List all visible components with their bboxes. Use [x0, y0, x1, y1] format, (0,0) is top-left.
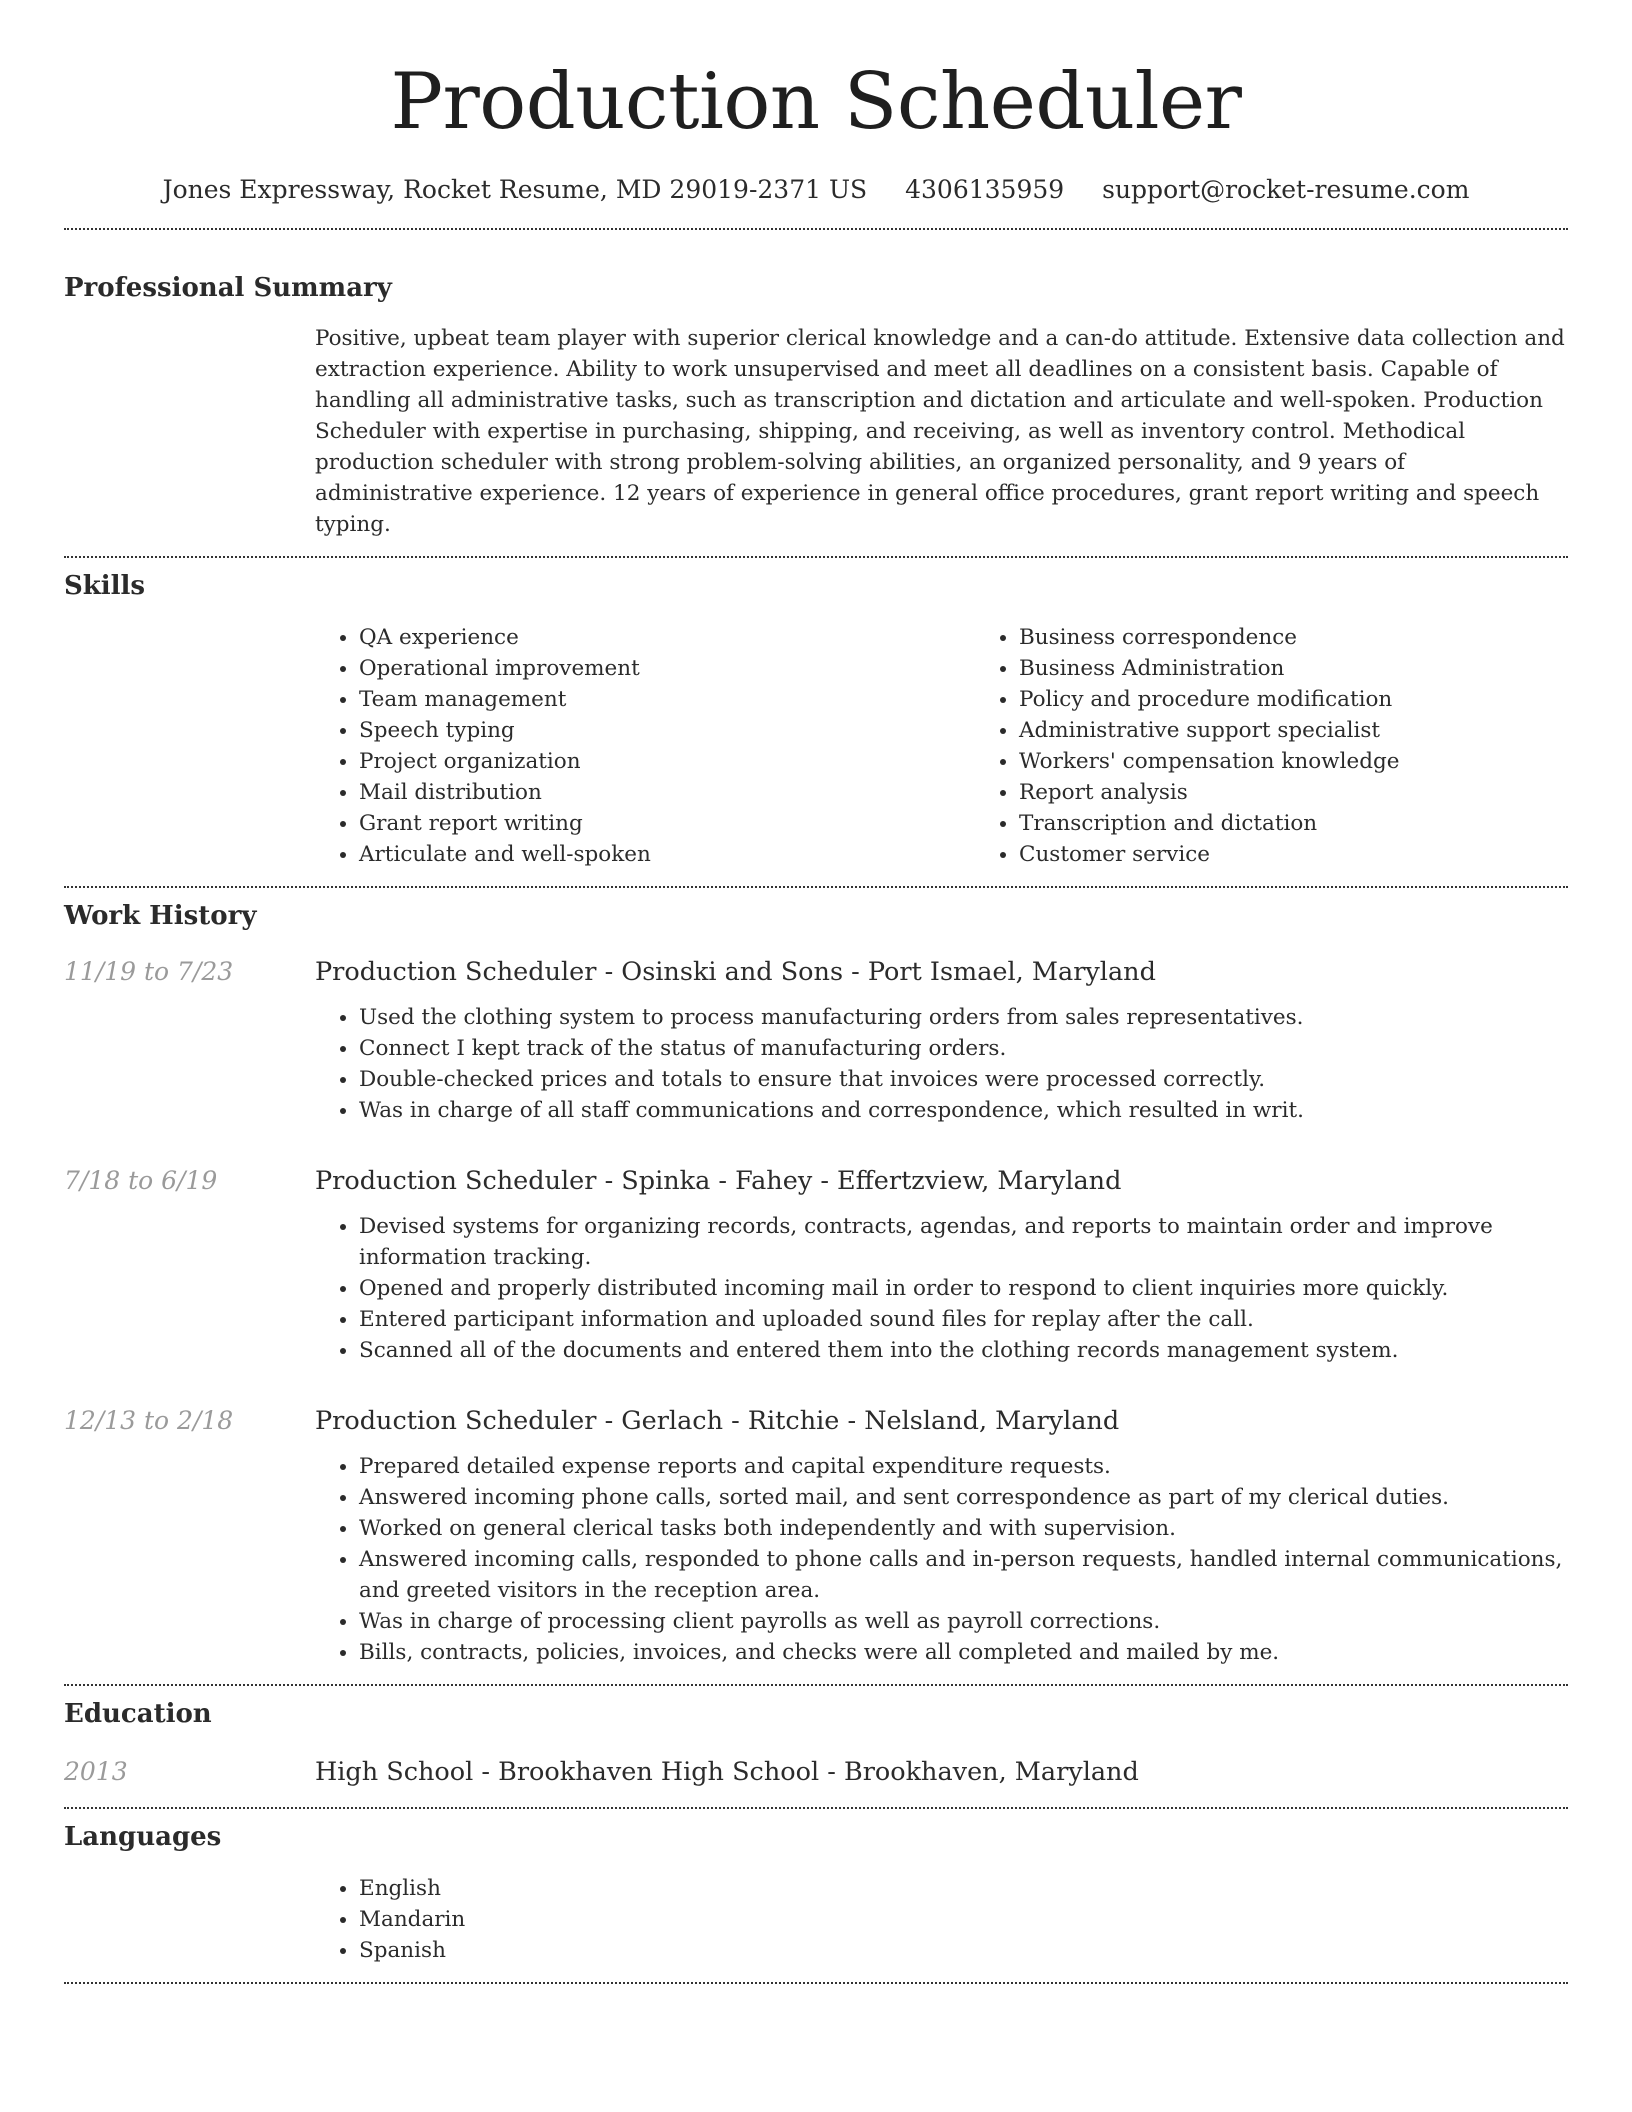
job-bullet: • Scanned all of the documents and entered them into the clothing records management system. [359, 1335, 1568, 1366]
summary-left-spacer [64, 323, 315, 540]
skill-item: • Workers' compensation knowledge [1019, 746, 1632, 777]
skill-item: • Mail distribution [359, 777, 975, 808]
skills-row [64, 622, 1568, 870]
summary-text: Positive, upbeat team player with superior clerical knowledge and a can-do attitude. Extensive data collection and extraction experience. Ability to work unsupervised and meet all deadlines on a consistent basis. Capable of handling all administrative tasks, such as transcription and dictation and articulate and well-spoken. Production Scheduler with expertise in purchasing, shipping, and receiving, as well as inventory control. Methodical production scheduler with strong problem-solving abilities, an organized personality, and 9 years of administrative experience. 12 years of experience in general office procedures, grant report writing and speech typing. [315, 326, 1565, 537]
divider [64, 1982, 1568, 1984]
skills-section [64, 568, 1568, 870]
skill-item: • Policy and procedure modification [1019, 684, 1632, 715]
job-bullets [315, 1002, 1568, 1126]
language-item: • Mandarin [359, 1904, 1568, 1935]
education-title: High School - Brookhaven High School - Brookhaven, Maryland [315, 1757, 1139, 1787]
skill-item: • Report analysis [1019, 777, 1632, 808]
skills-grid [315, 622, 1632, 870]
skill-item: • Team management [359, 684, 975, 715]
skills-left-spacer [64, 622, 315, 870]
section-title-work: Work History [64, 901, 257, 931]
contact-line [64, 170, 1568, 210]
job-bullets [315, 1211, 1568, 1366]
job-title: Production Scheduler - Gerlach - Ritchie - Nelsland, Maryland [315, 1406, 1120, 1436]
job-bullet: • Devised systems for organizing records, contracts, agendas, and reports to maintain order and improve information tracking. [359, 1211, 1568, 1273]
job-bullet: • Double-checked prices and totals to ensure that invoices were processed correctly. [359, 1064, 1568, 1095]
job-bullet: • Worked on general clerical tasks both independently and with supervision. [359, 1513, 1568, 1544]
divider [64, 1684, 1568, 1686]
job-bullet: • Prepared detailed expense reports and capital expenditure requests. [359, 1451, 1568, 1482]
languages-list [315, 1873, 1568, 1966]
job-dates: 11/19 to 7/23 [64, 957, 234, 986]
job-bullet: • Answered incoming phone calls, sorted mail, and sent correspondence as part of my clerical duties. [359, 1482, 1568, 1513]
job-bullet: • Connect I kept track of the status of manufacturing orders. [359, 1033, 1568, 1064]
divider [64, 886, 1568, 888]
section-title-languages: Languages [64, 1822, 222, 1852]
section-title-summary: Professional Summary [64, 273, 392, 303]
skill-item: • Business Administration [1019, 653, 1632, 684]
summary-row [64, 323, 1568, 540]
skill-item: • Administrative support specialist [1019, 715, 1632, 746]
job-bullet: • Bills, contracts, policies, invoices, and checks were all completed and mailed by me. [359, 1637, 1568, 1668]
job-entry [64, 1403, 1568, 1668]
education-section [64, 1696, 1568, 1790]
job-bullet: • Answered incoming calls, responded to phone calls and in-person requests, handled internal communications, and greeted visitors in the reception area. [359, 1544, 1568, 1606]
section-title-education: Education [64, 1699, 212, 1729]
skill-item: • Project organization [359, 746, 975, 777]
skill-item: • Speech typing [359, 715, 975, 746]
divider [64, 1807, 1568, 1809]
languages-section [64, 1819, 1568, 1966]
skill-item: • Business correspondence [1019, 622, 1632, 653]
education-body [315, 1754, 1568, 1790]
job-bullet: • Was in charge of all staff communications and correspondence, which resulted in writ. [359, 1095, 1568, 1126]
job-bullet: • Used the clothing system to process manufacturing orders from sales representatives. [359, 1002, 1568, 1033]
job-dates: 7/18 to 6/19 [64, 1166, 218, 1195]
job-dates: 12/13 to 2/18 [64, 1406, 234, 1435]
job-bullet: • Entered participant information and uploaded sound files for replay after the call. [359, 1304, 1568, 1335]
skill-item: • QA experience [359, 622, 975, 653]
work-history-section [64, 898, 1568, 1668]
divider [64, 556, 1568, 558]
candidate-name: Production Scheduler [390, 57, 1242, 147]
summary-body [315, 323, 1568, 540]
skills-list-left [315, 622, 975, 870]
job-title: Production Scheduler - Osinski and Sons - Port Ismael, Maryland [315, 957, 1156, 987]
skill-item: • Transcription and dictation [1019, 808, 1632, 839]
skill-item: • Operational improvement [359, 653, 975, 684]
divider [64, 228, 1568, 230]
contact-email: support@rocket-resume.com [1102, 175, 1470, 204]
skill-item: • Grant report writing [359, 808, 975, 839]
job-entry [64, 954, 1568, 1126]
section-title-skills: Skills [64, 571, 146, 601]
skills-list-right [975, 622, 1632, 870]
education-entry [64, 1754, 1568, 1790]
languages-row [64, 1873, 1568, 1966]
education-year: 2013 [64, 1757, 128, 1786]
job-bullet: • Was in charge of processing client payrolls as well as payroll corrections. [359, 1606, 1568, 1637]
job-bullets [315, 1451, 1568, 1668]
job-body [315, 1163, 1568, 1366]
skill-item: • Customer service [1019, 839, 1632, 870]
skill-item: • Articulate and well-spoken [359, 839, 975, 870]
job-title: Production Scheduler - Spinka - Fahey - Effertzview, Maryland [315, 1166, 1122, 1196]
job-entry [64, 1163, 1568, 1366]
summary-section [64, 270, 1568, 540]
contact-phone: 4306135959 [905, 175, 1065, 204]
languages-body [315, 1873, 1568, 1966]
language-item: • English [359, 1873, 1568, 1904]
job-bullet: • Opened and properly distributed incoming mail in order to respond to client inquiries more quickly. [359, 1273, 1568, 1304]
contact-address: Jones Expressway, Rocket Resume, MD 29019-2371 US [162, 175, 868, 204]
language-item: • Spanish [359, 1935, 1568, 1966]
job-body [315, 1403, 1568, 1668]
languages-left-spacer [64, 1873, 315, 1966]
job-body [315, 954, 1568, 1126]
